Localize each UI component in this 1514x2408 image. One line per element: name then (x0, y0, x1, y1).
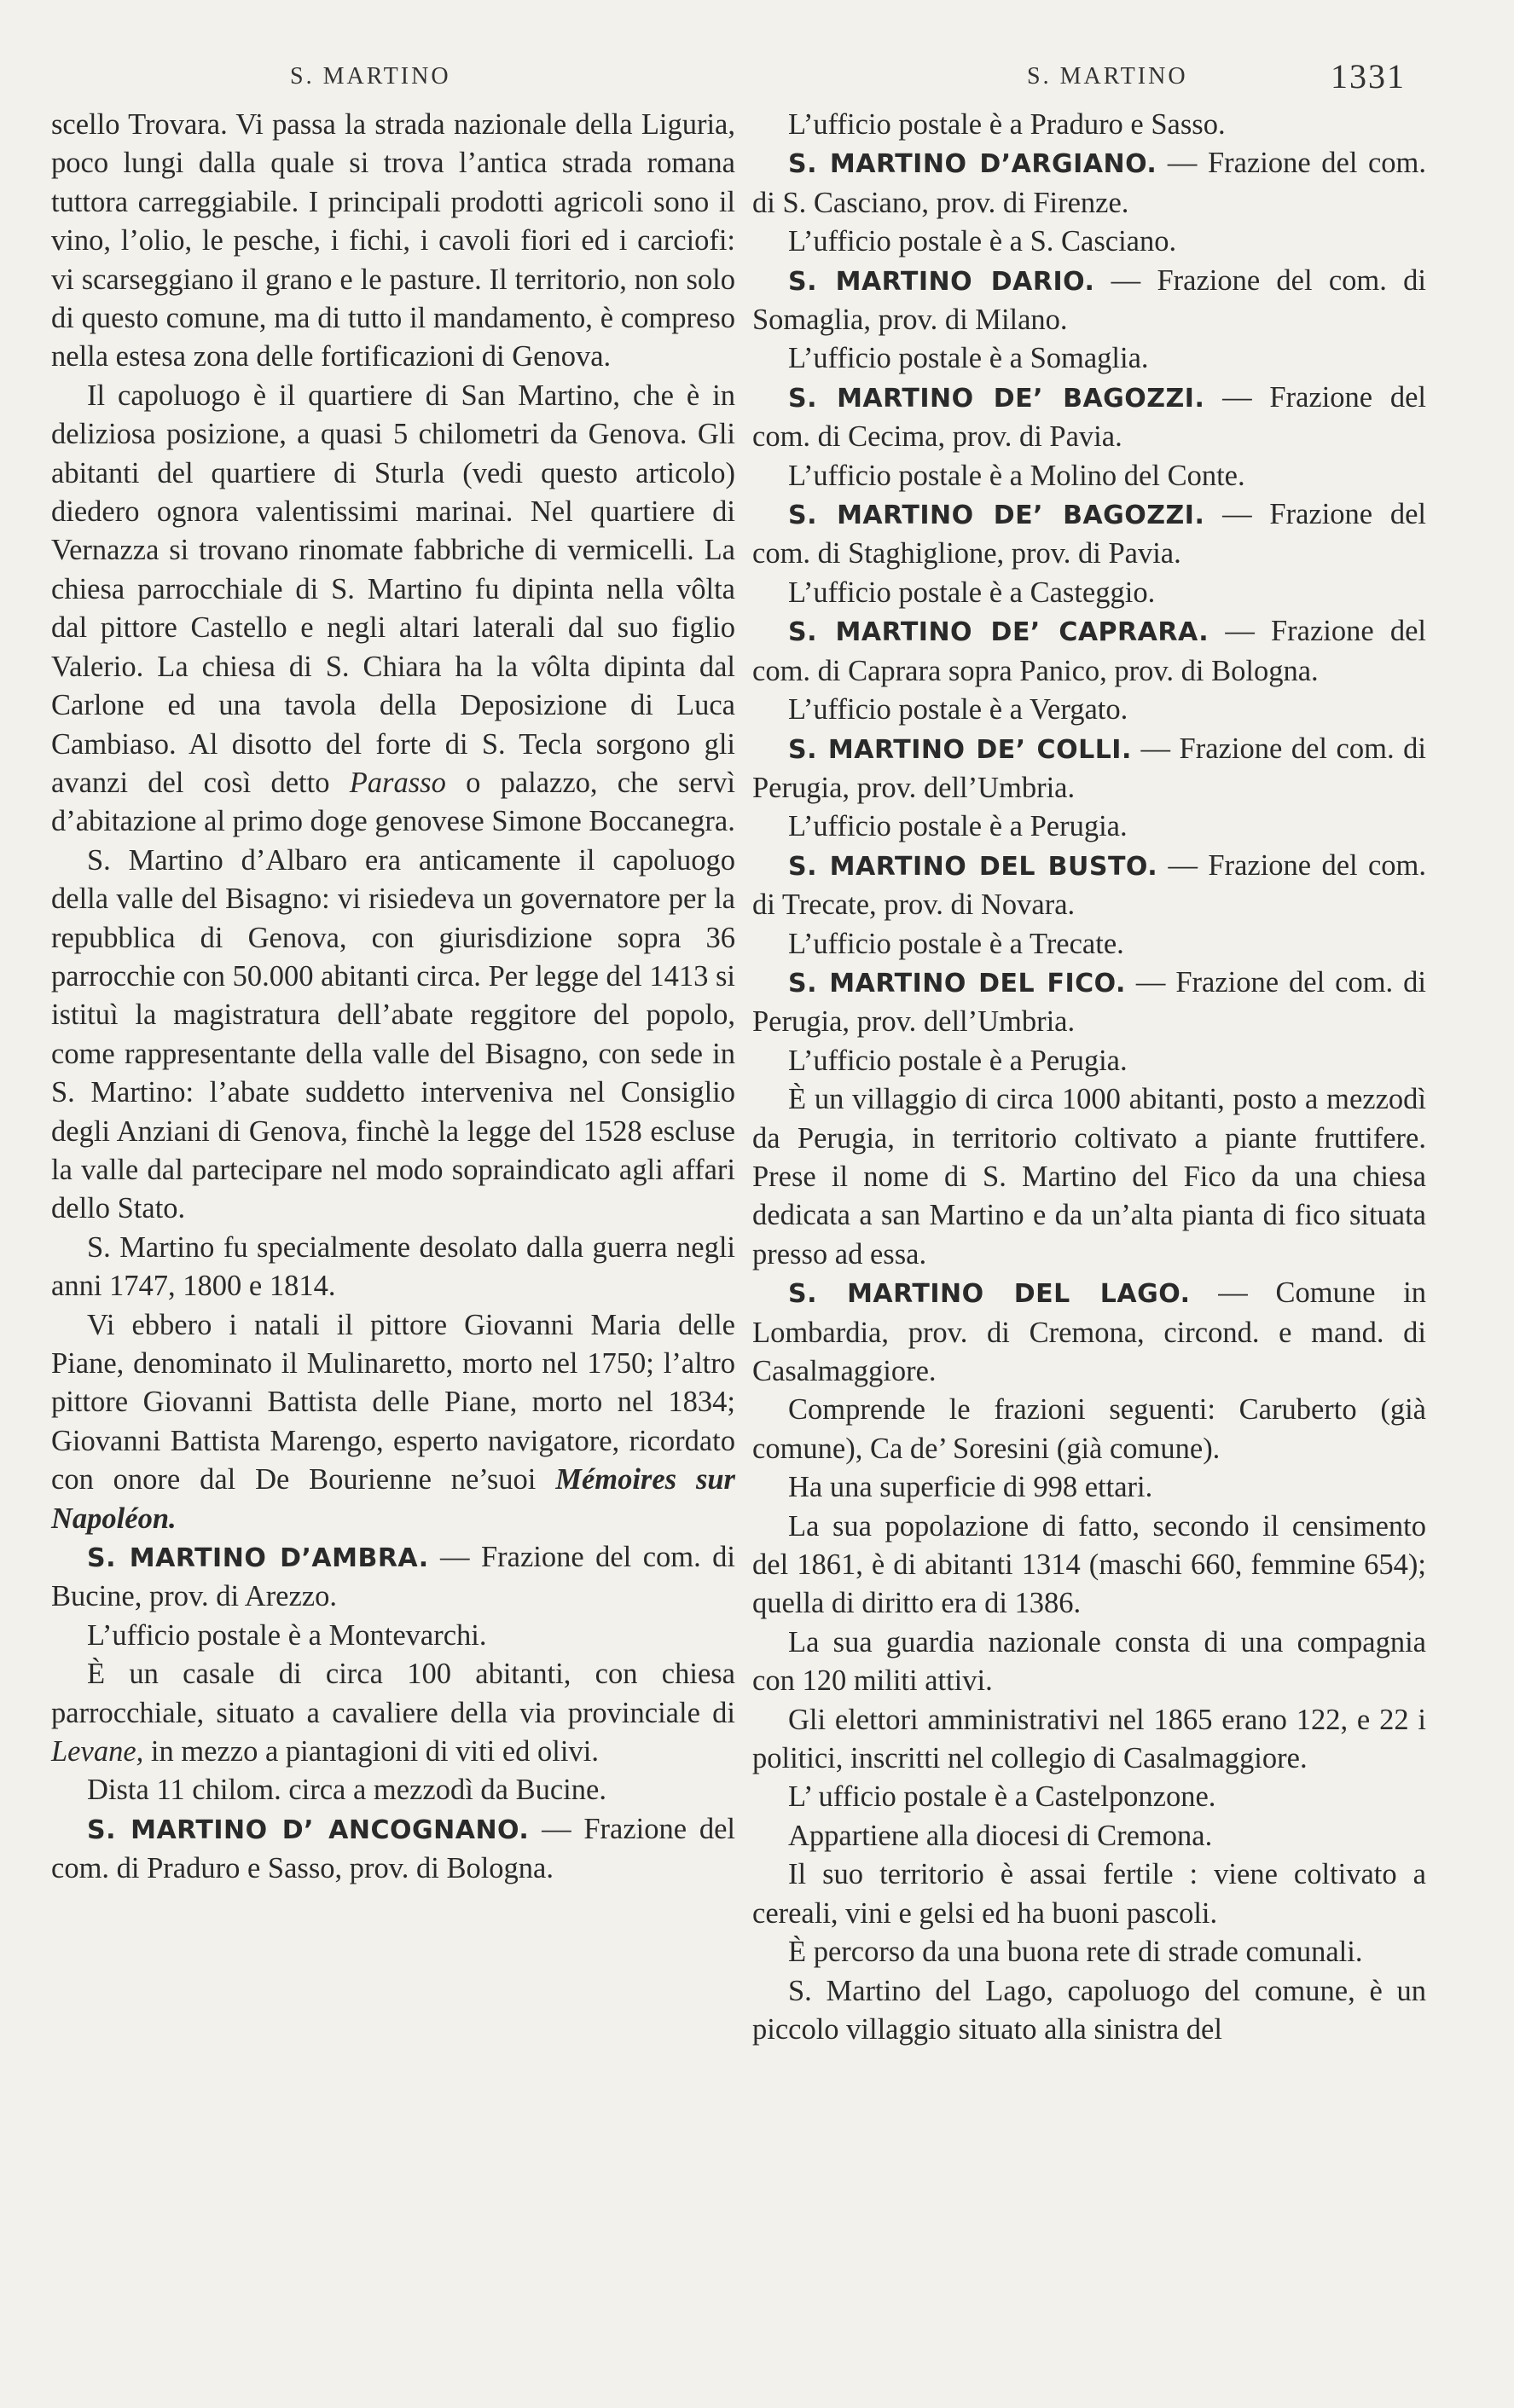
paragraph-text: È percorso da una buona rete di strade comunali. (788, 1936, 1363, 1969)
paragraph-text: L’ufficio postale è a Praduro e Sasso. (788, 108, 1226, 141)
entry-text: — Comune in Lombardia, prov. di Cremona, circond. e mand. di Casalmaggiore. (752, 1276, 1427, 1387)
entry (51, 1810, 735, 1889)
italic-term: Parasso (349, 766, 446, 799)
right-column (752, 106, 1426, 2049)
paragraph-text: scello Trovara. Vi passa la strada nazionale della Liguria, poco lungi dalla quale si trova l’antica strada romana tuttora carreggiabile. I principali prodotti agricoli sono il vino, l’olio, le pesche, i fichi, i cavoli fiori ed i carciofi: vi scarseggiano il grano e le pasture. Il territorio, non solo di questo comune, ma di tutto il mandamento, è compreso nella estesa zona delle fortificazioni di Genova. (51, 108, 735, 373)
entry (752, 730, 1426, 808)
paragraph (752, 574, 1426, 612)
paragraph-text: S. Martino d’Albaro era anticamente il capoluogo della valle del Bisagno: vi risiedeva un governatore per la repubblica di Genova, con giurisdizione sopra 36 parrocchie con 50.000 abitanti circa. Per legge del 1413 si istituì la magistratura dell’abate reggitore del popolo, come rappresentante della valle del Bisagno, con sede in S. Martino: l’abate suddetto interveniva nel Consiglio degli Anziani di Genova, finchè la legge del 1528 escluse la valle dal partecipare nel modo sopraindicato agli affari dello Stato. (51, 843, 735, 1225)
paragraph-text: L’ufficio postale è a Casteggio. (788, 576, 1156, 609)
paragraph-text: L’ufficio postale è a Vergato. (788, 693, 1128, 726)
paragraph (752, 1778, 1426, 1816)
paragraph-text: L’ufficio postale è a Somaglia. (788, 342, 1149, 375)
paragraph (752, 1468, 1426, 1507)
entry-text: — Frazione del com. di S. Casciano, prov. di Firenze. (752, 147, 1427, 219)
entry-heading: S. MARTINO DE’ BAGOZZI. (788, 501, 1205, 531)
paragraph-text: Vi ebbero i natali il pittore Giovanni Maria delle Piane, denominato il Mulinaretto, morto nel 1750; l’altro pittore Giovanni Battista delle Piane, morto nel 1834; Giovanni Battista Marengo, esperto navigatore, ricordato con onore dal De Bourienne ne’suoi (51, 1308, 735, 1496)
paragraph (752, 1855, 1426, 1933)
entry (752, 847, 1426, 925)
left-column (51, 106, 735, 1889)
paragraph-text: S. Martino del Lago, capoluogo del comune, è un piccolo villaggio situato alla sinistra del (752, 1974, 1426, 2046)
entry-heading: S. MARTINO D’ ANCOGNANO. (87, 1815, 530, 1845)
paragraph-text: La sua popolazione di fatto, secondo il censimento del 1861, è di abitanti 1314 (maschi 660, femmine 654); quella di diritto era di 1386. (752, 1509, 1426, 1620)
paragraph (752, 339, 1426, 378)
entry (752, 379, 1426, 457)
paragraph (752, 1042, 1426, 1080)
entry-text: — Frazione del com. di Perugia, prov. dell’Umbria. (752, 965, 1426, 1039)
paragraph (752, 223, 1426, 261)
paragraph (752, 1391, 1426, 1468)
paragraph (752, 1701, 1426, 1779)
paragraph (752, 106, 1426, 144)
entry (752, 612, 1426, 691)
paragraph (752, 1933, 1426, 1971)
entry-heading: S. MARTINO D’ARGIANO. (788, 149, 1157, 180)
paragraph-text: È un casale di circa 100 abitanti, con chiesa parrocchiale, situato a cavaliere della via provinciale di (51, 1658, 735, 1729)
paragraph-text: Il suo territorio è assai fertile : viene coltivato a cereali, vini e gelsi ed ha buoni pascoli. (752, 1858, 1426, 1930)
entry-text: — Frazione del com. di Staghiglione, prov. di Pavia. (752, 498, 1427, 570)
paragraph-text: L’ufficio postale è a Trecate. (788, 927, 1124, 960)
paragraph-text: in mezzo a piantagioni di viti ed olivi. (150, 1735, 599, 1768)
paragraph-text: L’ufficio postale è a Perugia. (788, 810, 1128, 843)
paragraph-text: L’ ufficio postale è a Castelponzone. (788, 1780, 1216, 1814)
paragraph (51, 1655, 735, 1771)
paragraph-text: La sua guardia nazionale consta di una compagnia con 120 militi attivi. (752, 1625, 1426, 1698)
paragraph-text: Il capoluogo è il quartiere di San Martino, che è in deliziosa posizione, a quasi 5 chilometri da Genova. Gli abitanti del quartiere di Sturla (vedi questo articolo) diedero ognora valentissimi marinai. Nel quartiere di Vernazza si trovano rinomate fabbriche di vermicelli. La chiesa parrocchiale di S. Martino fu dipinta nella vôlta dal pittore Castello e negli altari laterali dal suo figlio Valerio. La chiesa di S. Chiara ha la vôlta dipinta dal Carlone ed una tavola della Deposizione di Luca Cambiaso. Al disotto del forte di S. Tecla sorgono gli avanzi del così detto (51, 379, 735, 799)
paragraph (752, 807, 1426, 846)
paragraph (51, 1617, 735, 1655)
entry (752, 495, 1426, 574)
paragraph-text: Dista 11 chilom. circa a mezzodì da Bucine. (87, 1774, 606, 1807)
paragraph-text: L’ufficio postale è a Molino del Conte. (788, 459, 1245, 492)
paragraph-text: L’ufficio postale è a S. Casciano. (788, 225, 1177, 258)
paragraph (752, 1080, 1426, 1274)
paragraph (752, 925, 1426, 964)
entry (752, 964, 1426, 1042)
entry-text: — Frazione del com. di Trecate, prov. di Novara. (752, 848, 1427, 922)
paragraph-text: o palazzo, che servì d’abitazione al primo doge genovese Simone Boccanegra. (51, 766, 735, 838)
book-title: Mémoires sur Napoléon. (51, 1463, 735, 1535)
paragraph (752, 1624, 1426, 1701)
paragraph (51, 377, 735, 842)
entry (51, 1538, 735, 1617)
paragraph-text: S. Martino fu specialmente desolato dalla guerra negli anni 1747, 1800 e 1814. (51, 1230, 735, 1303)
entry-heading: S. MARTINO D’AMBRA. (87, 1543, 429, 1574)
entry-text: — Frazione del com. di Praduro e Sasso, prov. di Bologna. (51, 1812, 735, 1885)
paragraph (51, 842, 735, 1229)
italic-term: Levane, (51, 1735, 144, 1768)
entry-text: — Frazione del com. di Perugia, prov. dell’Umbria. (752, 732, 1427, 804)
paragraph (752, 691, 1426, 729)
paragraph (51, 1771, 735, 1809)
entry-text: — Frazione del com. di Caprara sopra Panico, prov. di Bologna. (752, 615, 1426, 687)
paragraph-text: Gli elettori amministrativi nel 1865 erano 122, e 22 i politici, inscritti nel collegio di Casalmaggiore. (752, 1703, 1426, 1775)
entry-text: — Frazione del com. di Somaglia, prov. di Milano. (752, 263, 1426, 337)
paragraph-text: L’ufficio postale è a Perugia. (788, 1044, 1128, 1077)
entry-heading: S. MARTINO DE’ BAGOZZI. (788, 383, 1205, 414)
entry-heading: S. MARTINO DEL BUSTO. (788, 851, 1158, 882)
entry (752, 262, 1426, 340)
entry-text: — Frazione del com. di Cecima, prov. di Pavia. (752, 380, 1427, 454)
entry-heading: S. MARTINO DARIO. (788, 266, 1095, 297)
paragraph (752, 457, 1426, 495)
paragraph (752, 1508, 1426, 1624)
entry-heading: S. MARTINO DEL LAGO. (788, 1279, 1191, 1310)
running-head-right: S. MARTINO (1027, 63, 1188, 90)
paragraph (752, 1972, 1426, 2050)
entry-heading: S. MARTINO DE’ CAPRARA. (788, 617, 1209, 648)
paragraph-text: Ha una superficie di 998 ettari. (788, 1471, 1153, 1504)
paragraph (51, 1229, 735, 1306)
entry-heading: S. MARTINO DEL FICO. (788, 968, 1126, 999)
paragraph-text: È un villaggio di circa 1000 abitanti, posto a mezzodì da Perugia, in territorio coltivato a piante fruttifere. Prese il nome di S. Martino del Fico da una chiesa dedicata a san Martino e da un’alta pianta di fico situata presso ad essa. (752, 1083, 1426, 1271)
paragraph-text: Comprende le frazioni seguenti: Carubertο (già comune), Ca de’ Soresini (già comune). (752, 1393, 1426, 1465)
running-head-left: S. MARTINO (290, 63, 451, 90)
paragraph (51, 1306, 735, 1538)
paragraph (51, 106, 735, 377)
entry-heading: S. MARTINO DE’ COLLI. (788, 734, 1132, 765)
page-number: 1331 (1331, 57, 1406, 96)
entry (752, 1274, 1426, 1391)
entry (752, 144, 1426, 223)
entry-text: — Frazione del com. di Bucine, prov. di Arezzo. (51, 1541, 735, 1613)
paragraph-text: L’ufficio postale è a Montevarchi. (87, 1618, 487, 1652)
paragraph-text: Appartiene alla diocesi di Cremona. (788, 1819, 1213, 1852)
paragraph (752, 1817, 1426, 1855)
